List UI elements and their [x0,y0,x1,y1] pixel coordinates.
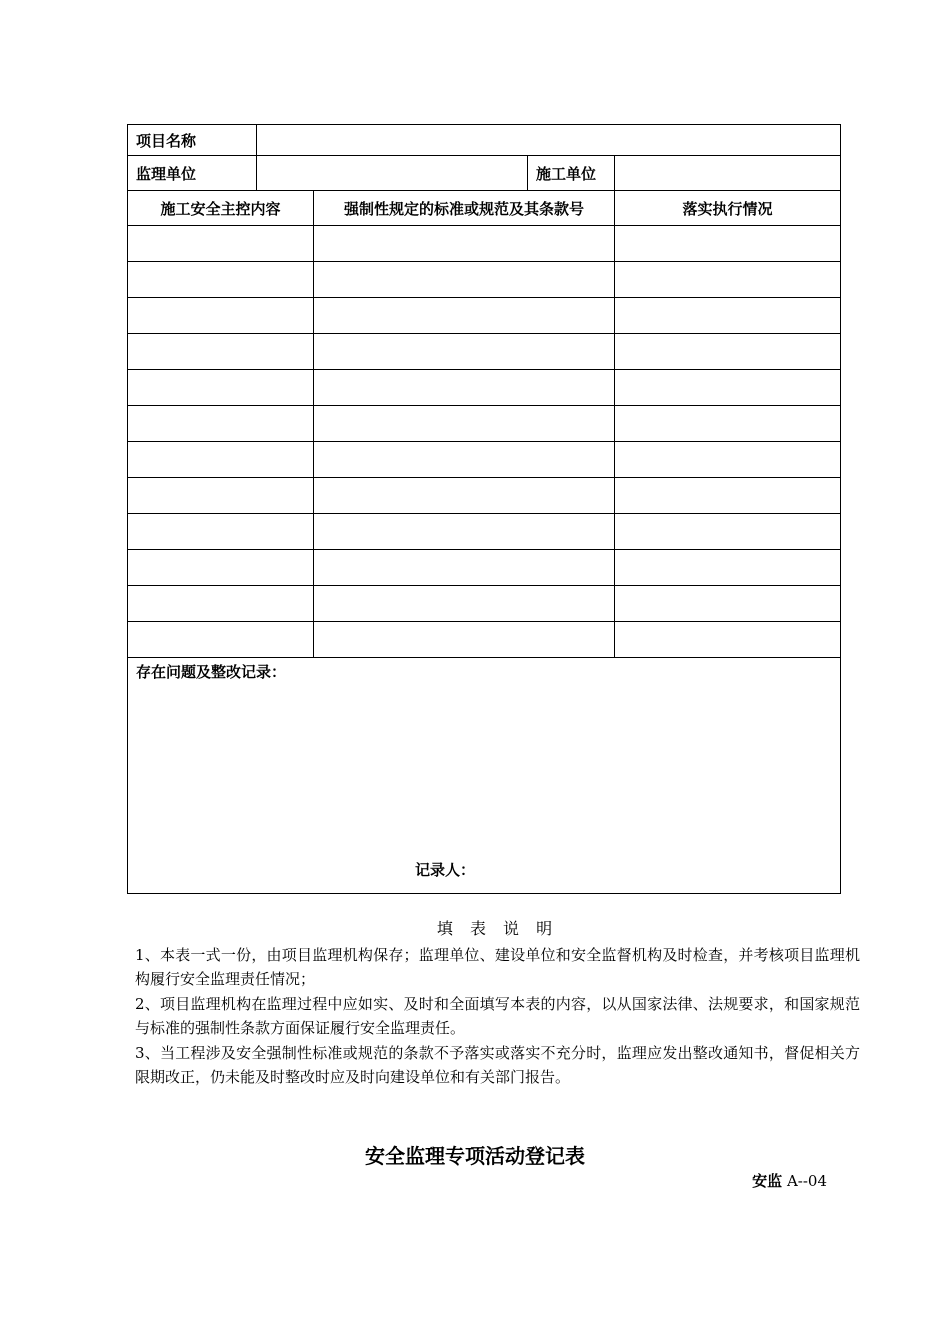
table-row [128,334,841,370]
implementation-cell[interactable] [615,478,841,514]
supervision-unit-label: 监理单位 [128,156,257,191]
control-content-cell[interactable] [128,550,314,586]
control-content-cell[interactable] [128,370,314,406]
control-content-cell[interactable] [128,514,314,550]
implementation-cell[interactable] [615,262,841,298]
implementation-cell[interactable] [615,550,841,586]
standard-clause-cell[interactable] [314,370,615,406]
project-name-label: 项目名称 [128,125,257,156]
table-row [128,478,841,514]
control-content-cell[interactable] [128,262,314,298]
table-row [128,622,841,658]
implementation-cell[interactable] [615,442,841,478]
standard-clause-cell[interactable] [314,514,615,550]
control-content-cell[interactable] [128,622,314,658]
implementation-cell[interactable] [615,334,841,370]
standard-clause-cell[interactable] [314,442,615,478]
table-row [128,298,841,334]
control-content-cell[interactable] [128,442,314,478]
form-code-number: A--04 [782,1172,827,1190]
issues-record-label: 存在问题及整改记录： [136,663,287,681]
table-row [128,550,841,586]
table-row [128,514,841,550]
table-row [128,586,841,622]
construction-unit-field[interactable] [615,156,841,191]
control-content-cell[interactable] [128,298,314,334]
table-row [128,226,841,262]
column-header-row [128,191,841,226]
standard-clause-cell[interactable] [314,622,615,658]
implementation-cell[interactable] [615,586,841,622]
control-content-cell[interactable] [128,406,314,442]
standard-clause-cell[interactable] [314,334,615,370]
column-header-implementation-status: 落实执行情况 [615,191,841,226]
standard-clause-cell[interactable] [314,406,615,442]
table-row [128,406,841,442]
implementation-cell[interactable] [615,514,841,550]
project-name-field[interactable] [257,125,841,156]
implementation-cell[interactable] [615,622,841,658]
issues-record-area[interactable] [128,658,841,894]
form-code [752,1170,827,1191]
instruction-item: 3、当工程涉及安全强制性标准或规范的条款不予落实或落实不充分时，监理应发出整改通知书，督促相关方限期改正，仍未能及时整改时应及时向建设单位和有关部门报告。 [135,1043,860,1086]
form-title: 安全监理专项活动登记表 [365,1144,585,1168]
instruction-item: 1、本表一式一份，由项目监理机构保存；监理单位、建设单位和安全监督机构及时检查，并考核项目监理机构履行安全监理责任情况； [135,945,860,988]
implementation-cell[interactable] [615,370,841,406]
standard-clause-cell[interactable] [314,478,615,514]
standard-clause-cell[interactable] [314,550,615,586]
control-content-cell[interactable] [128,226,314,262]
control-content-cell[interactable] [128,478,314,514]
standard-clause-cell[interactable] [314,262,615,298]
instruction-item: 2、项目监理机构在监理过程中应如实、及时和全面填写本表的内容，以从国家法律、法规要求，和国家规范与标准的强制性条款方面保证履行安全监理责任。 [135,994,860,1037]
control-content-cell[interactable] [128,334,314,370]
safety-supervision-form [127,124,841,894]
standard-clause-cell[interactable] [314,586,615,622]
table-row [128,442,841,478]
instructions-title: 填 表 说 明 [436,919,559,938]
implementation-cell[interactable] [615,226,841,262]
standard-clause-cell[interactable] [314,226,615,262]
standard-clause-cell[interactable] [314,298,615,334]
implementation-cell[interactable] [615,298,841,334]
implementation-cell[interactable] [615,406,841,442]
table-row [128,370,841,406]
table-row [128,262,841,298]
supervision-unit-field[interactable] [257,156,528,191]
recorder-label: 记录人： [415,861,476,879]
filling-instructions [135,917,860,1090]
form-code-prefix: 安监 [752,1172,783,1190]
column-header-mandatory-standard: 强制性规定的标准或规范及其条款号 [314,191,615,226]
control-content-cell[interactable] [128,586,314,622]
construction-unit-label: 施工单位 [528,156,615,191]
column-header-control-content: 施工安全主控内容 [128,191,314,226]
